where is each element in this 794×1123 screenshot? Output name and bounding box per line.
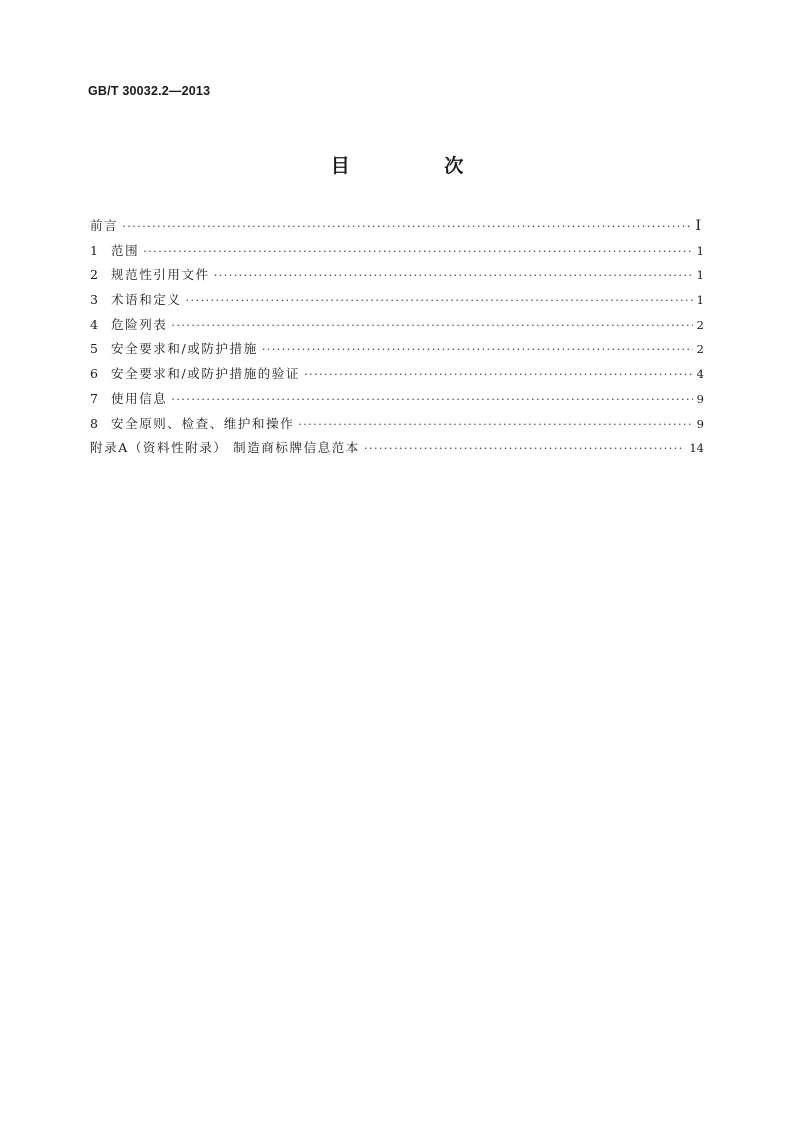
toc-entry-number: 4 <box>90 316 98 332</box>
toc-entry-number: 2 <box>90 267 98 283</box>
toc-entry-number: 1 <box>90 242 98 258</box>
toc-entry-verification[interactable] <box>90 364 704 389</box>
toc-entry-label: 前言 <box>90 218 119 233</box>
toc-leader-dots <box>298 418 692 431</box>
toc-entry-label: 附录A（资料性附录） 制造商标牌信息范本 <box>90 440 361 456</box>
toc-entry-safety-requirements[interactable] <box>90 339 704 364</box>
page-title: 目 次 <box>330 155 508 177</box>
toc-entry-page: 9 <box>696 416 704 431</box>
toc-leader-dots <box>364 442 685 455</box>
toc-entry-page: 1 <box>696 268 704 283</box>
toc-leader-dots <box>186 294 693 307</box>
toc-leader-dots <box>262 343 693 356</box>
toc-entry-page: 2 <box>696 342 704 357</box>
toc-entry-number: 6 <box>90 366 98 382</box>
toc-entry-label: 安全要求和/或防护措施的验证 <box>111 366 301 382</box>
toc-entry-label: 术语和定义 <box>111 292 182 308</box>
toc-entry-page: 2 <box>696 317 704 332</box>
toc-entry-page: 14 <box>689 441 704 456</box>
toc-entry-label: 规范性引用文件 <box>111 267 210 283</box>
toc-entry-label: 安全要求和/或防护措施 <box>111 341 258 357</box>
toc-leader-dots <box>304 368 693 381</box>
toc-entry-terms-definitions[interactable] <box>90 290 704 315</box>
toc-entry-hazard-list[interactable] <box>90 315 704 340</box>
toc-entry-foreword[interactable] <box>90 216 704 241</box>
toc-entry-normative-references[interactable] <box>90 265 704 290</box>
toc-entry-annex-a[interactable] <box>90 438 704 463</box>
table-of-contents <box>90 216 704 463</box>
toc-entry-page: 1 <box>696 293 704 308</box>
toc-entry-number: 5 <box>90 341 98 357</box>
toc-entry-number: 3 <box>90 292 98 308</box>
toc-entry-label: 危险列表 <box>111 316 168 332</box>
toc-entry-safety-principles[interactable] <box>90 414 704 439</box>
toc-leader-dots <box>214 269 693 282</box>
toc-entry-number: 7 <box>90 390 98 406</box>
toc-entry-page: I <box>695 218 701 234</box>
toc-leader-dots <box>143 245 692 258</box>
toc-leader-dots <box>171 319 692 332</box>
toc-entry-information-for-use[interactable] <box>90 389 704 414</box>
toc-entry-label: 安全原则、检查、维护和操作 <box>111 415 295 431</box>
toc-entry-scope[interactable] <box>90 241 704 266</box>
toc-entry-label: 使用信息 <box>111 390 168 406</box>
toc-entry-page: 9 <box>696 391 704 406</box>
toc-entry-page: 1 <box>696 243 704 258</box>
toc-leader-dots <box>122 220 691 233</box>
toc-leader-dots <box>171 393 692 406</box>
toc-entry-number: 8 <box>90 415 98 431</box>
toc-entry-page: 4 <box>696 367 704 382</box>
toc-entry-label: 范围 <box>111 242 140 258</box>
standard-number: GB/T 30032.2—2013 <box>88 84 211 98</box>
